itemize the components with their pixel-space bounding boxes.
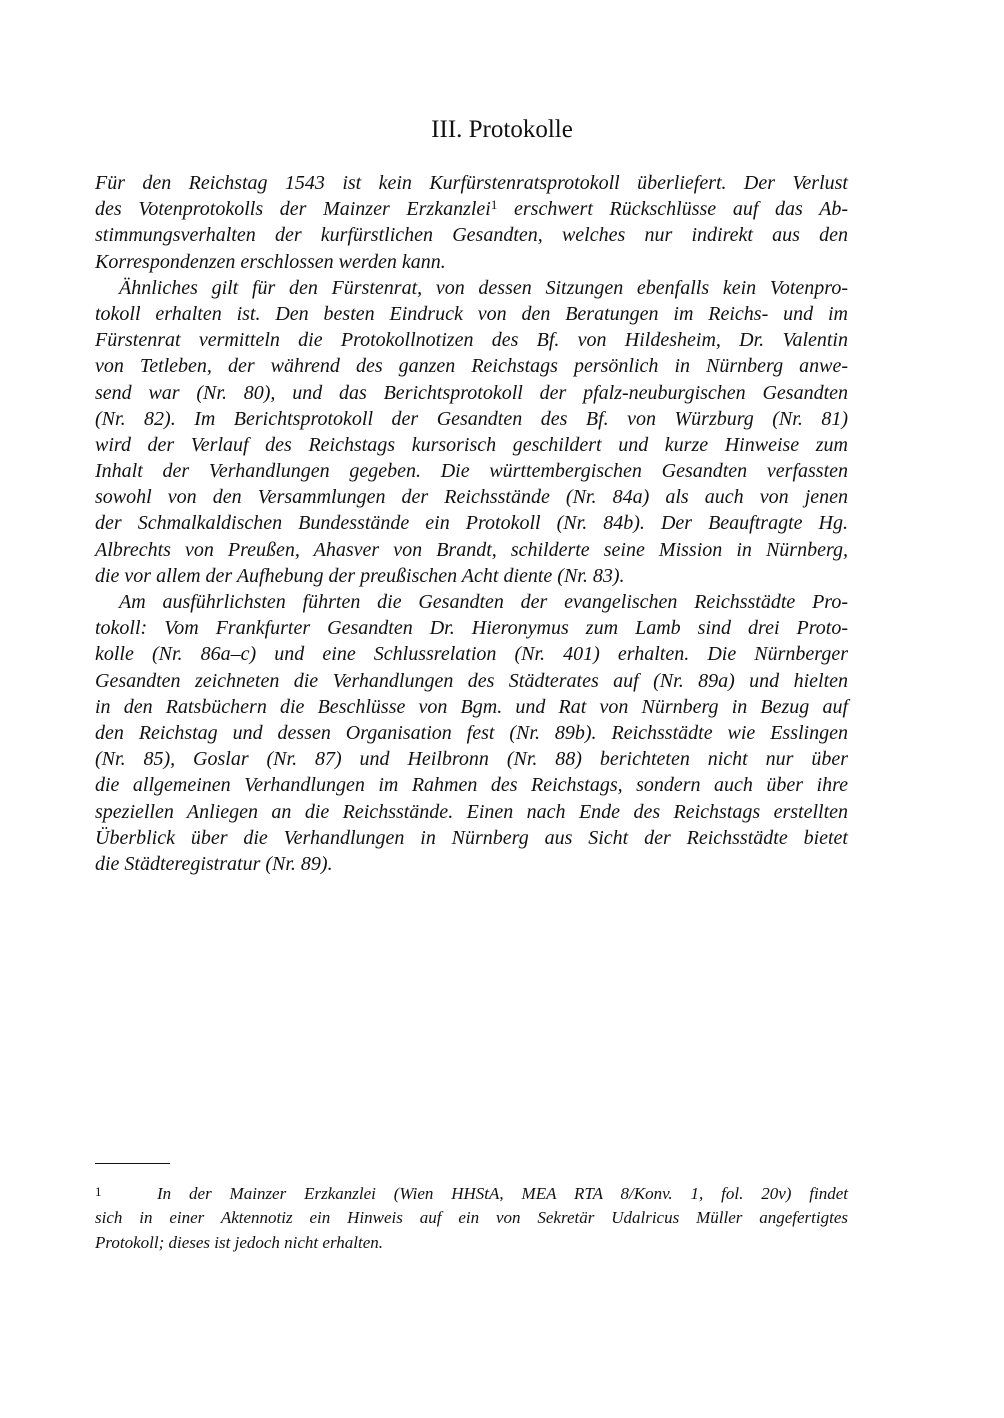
footnote-number: 1 (95, 1184, 102, 1199)
footnote-separator (95, 1163, 170, 1164)
text-line: die vor allem der Aufhebung der preußischen Acht diente (Nr. 83). (95, 564, 625, 587)
text-line: (Nr. 82). Im Berichtsprotokoll der Gesandten des Bf. von Würzburg (Nr. 81) (95, 407, 848, 430)
text-line: Überblick über die Verhandlungen in Nürnberg aus Sicht der Reichsstädte bietet (95, 826, 848, 849)
text-line: Fürstenrat vermitteln die Protokollnotizen des Bf. von Hildesheim, Dr. Valentin (95, 329, 848, 352)
text-line: kolle (Nr. 86a–c) und eine Schlussrelation (Nr. 401) erhalten. Die Nürnberger (95, 643, 848, 666)
text-line: Ähnliches gilt für den Fürstenrat, von dessen Sitzungen ebenfalls kein Votenpro- (119, 276, 848, 299)
text-line: Albrechts von Preußen, Ahasver von Brandt, schilderte seine Mission in Nürnberg, (95, 538, 848, 561)
text-fragment: erschwert Rückschlüsse auf das Ab- (497, 198, 848, 221)
text-line: (Nr. 85), Goslar (Nr. 87) und Heilbronn (Nr. 88) berichteten nicht nur über (95, 748, 848, 771)
footnote-line (95, 1179, 848, 1205)
text-line (95, 196, 848, 222)
text-line: in den Ratsbüchern die Beschlüsse von Bgm. und Rat von Nürnberg in Bezug auf (95, 695, 848, 718)
paragraph-1 (95, 170, 848, 275)
section-heading: III. Protokolle (431, 116, 573, 143)
text-line: Am ausführlichsten führten die Gesandten der evangelischen Reichsstädte Pro- (119, 591, 848, 613)
text-line: speziellen Anliegen an die Reichsstände. Einen nach Ende des Reichstags erstellten (95, 800, 848, 823)
text-line: tokoll erhalten ist. Den besten Eindruck von den Beratungen im Reichs- und im (95, 302, 848, 325)
text-line: stimmungsverhalten der kurfürstlichen Gesandten, welches nur indirekt aus den (95, 224, 848, 247)
text-line: Korrespondenzen erschlossen werden kann. (95, 250, 446, 273)
text-fragment: des Votenprotokolls der Mainzer Erzkanzlei (95, 198, 491, 221)
text-line: den Reichstag und dessen Organisation fest (Nr. 89b). Reichsstädte wie Esslingen (95, 721, 848, 744)
footnote-line: Protokoll; dieses ist jedoch nicht erhalten. (95, 1233, 384, 1252)
text-line: der Schmalkaldischen Bundesstände ein Protokoll (Nr. 84b). Der Beauftragte Hg. (95, 512, 848, 535)
text-line: die allgemeinen Verhandlungen im Rahmen des Reichstags, sondern auch über ihre (95, 774, 848, 797)
text-line: Gesandten zeichneten die Verhandlungen des Städterates auf (Nr. 89a) und hielten (95, 669, 848, 692)
text-fragment: In der Mainzer Erzkanzlei (Wien HHStA, MEA RTA 8/Konv. 1, fol. 20v) findet (157, 1184, 848, 1203)
paragraph-2 (95, 275, 848, 589)
text-line: Für den Reichstag 1543 ist kein Kurfürstenratsprotokoll überliefert. Der Verlust (95, 172, 848, 194)
text-line: sowohl von den Versammlungen der Reichsstände (Nr. 84a) als auch von jenen (95, 486, 848, 509)
text-line: von Tetleben, der während des ganzen Reichstags persönlich in Nürnberg anwe- (95, 355, 848, 378)
paragraph-3 (95, 589, 848, 877)
footnote-reference[interactable]: 1 (490, 197, 498, 213)
footnote (95, 1179, 848, 1256)
text-line: die Städteregistratur (Nr. 89). (95, 852, 333, 875)
text-line: wird der Verlauf des Reichstags kursorisch geschildert und kurze Hinweise zum (95, 433, 848, 456)
body-text (95, 170, 848, 877)
text-line: tokoll: Vom Frankfurter Gesandten Dr. Hieronymus zum Lamb sind drei Proto- (95, 617, 848, 640)
footnote-line: sich in einer Aktennotiz ein Hinweis auf ein von Sekretär Udalricus Müller angefertigtes (95, 1207, 848, 1227)
text-line: Inhalt der Verhandlungen gegeben. Die württembergischen Gesandten verfassten (95, 460, 848, 483)
text-line: send war (Nr. 80), und das Berichtsprotokoll der pfalz-neuburgischen Gesandten (95, 381, 848, 404)
